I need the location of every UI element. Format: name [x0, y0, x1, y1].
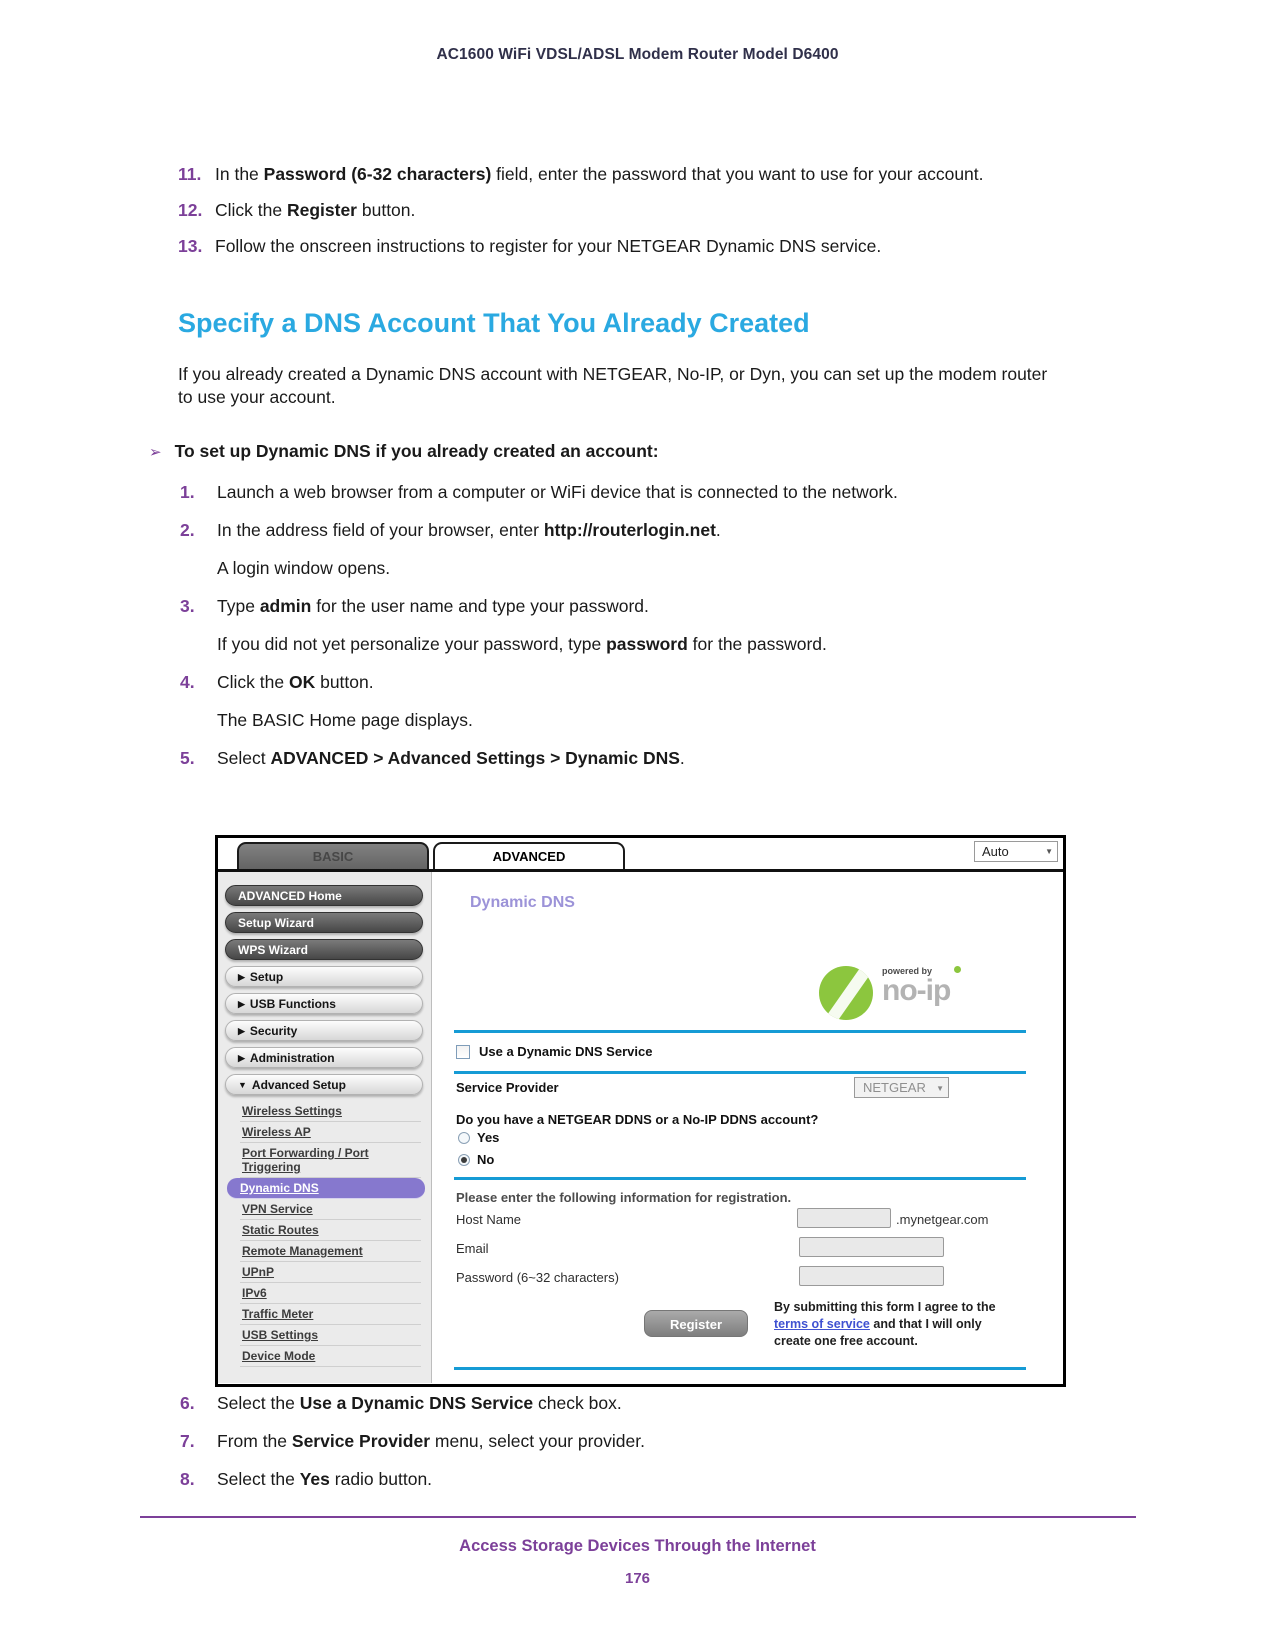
- section-heading: Specify a DNS Account That You Already Created: [178, 308, 810, 338]
- step-line: [217, 1430, 1072, 1453]
- text-segment: for the user name and type your password.: [311, 596, 649, 616]
- register-row: [644, 1299, 1034, 1350]
- field-row: [456, 1208, 1040, 1230]
- no-ip-brand-text: no-ip: [882, 974, 951, 1007]
- text-segment: field, enter the password that you want to use for your account.: [491, 164, 984, 184]
- text-segment: Click the: [217, 672, 289, 692]
- sidebar-button-advanced-home[interactable]: ADVANCED Home: [225, 885, 423, 906]
- chevron-down-icon: ▼: [1045, 847, 1053, 856]
- password-6-32-characters-label: Password (6~32 characters): [456, 1270, 619, 1285]
- sidebar-link-remote-management[interactable]: Remote Management: [240, 1241, 421, 1262]
- steps-1-5: [180, 481, 1072, 785]
- step-number: 1.: [180, 482, 195, 502]
- divider: [454, 1030, 1026, 1033]
- step-number: 3.: [180, 596, 195, 616]
- text-segment: In the address field of your browser, enter: [217, 520, 544, 540]
- text-segment: .: [679, 748, 685, 768]
- step-text: [215, 235, 1070, 258]
- field-row: [456, 1237, 1040, 1259]
- step-line: [217, 1392, 1072, 1415]
- divider: [454, 1071, 1026, 1074]
- step-text: [217, 1392, 1072, 1415]
- use-ddns-checkbox[interactable]: [456, 1045, 470, 1059]
- step-line: [217, 595, 1072, 618]
- text-segment: ADVANCED > Advanced Settings > Dynamic DNS: [270, 748, 680, 768]
- service-provider-select[interactable]: [854, 1077, 949, 1098]
- text-segment: Register: [286, 200, 357, 220]
- text-segment: The BASIC Home page displays.: [217, 710, 473, 730]
- step-number: 11.: [178, 164, 202, 184]
- chevron-right-icon: ▶: [238, 999, 245, 1009]
- sidebar-link-wireless-settings[interactable]: Wireless Settings: [240, 1101, 421, 1122]
- step-line: [217, 747, 1072, 770]
- sidebar-link-wireless-ap[interactable]: Wireless AP: [240, 1122, 421, 1143]
- sidebar-button-setup-wizard[interactable]: Setup Wizard: [225, 912, 423, 933]
- language-select-value: Auto: [982, 844, 1009, 859]
- no-radio[interactable]: [458, 1154, 470, 1166]
- no-ip-logo-icon: [819, 966, 873, 1020]
- step-item: [178, 199, 1070, 222]
- text-segment: Password (6-32 characters): [263, 164, 492, 184]
- step-text: [217, 1430, 1072, 1453]
- email-label: Email: [456, 1241, 489, 1256]
- text-segment: admin: [259, 596, 312, 616]
- procedure-arrow-icon: ➢: [149, 444, 162, 461]
- host-name-suffix: .mynetgear.com: [896, 1212, 989, 1227]
- step-item: [180, 1468, 1072, 1491]
- powered-by-label: powered by: [882, 966, 933, 976]
- text-segment: check box.: [533, 1393, 622, 1413]
- service-provider-value: NETGEAR: [863, 1080, 926, 1095]
- step-item: [180, 747, 1072, 770]
- sidebar-menu-label: Setup: [249, 970, 284, 984]
- step-number: 8.: [180, 1469, 195, 1489]
- host-name-label: Host Name: [456, 1212, 522, 1227]
- sidebar-link-traffic-meter[interactable]: Traffic Meter: [240, 1304, 421, 1325]
- no-ip-logo: [819, 966, 961, 1020]
- step-item: [178, 163, 1070, 186]
- step-text: [215, 163, 1070, 186]
- chevron-right-icon: ▶: [238, 972, 245, 982]
- service-provider-label: Service Provider: [456, 1080, 559, 1095]
- sidebar-link-usb-settings[interactable]: USB Settings: [240, 1325, 421, 1346]
- text-segment: http://routerlogin.net: [543, 520, 716, 540]
- step-line: [217, 481, 1072, 504]
- text-segment: Select the: [217, 1469, 300, 1489]
- text-segment: Follow the onscreen instructions to register for your NETGEAR Dynamic DNS service.: [215, 236, 882, 256]
- steps-6-8: [180, 1392, 1072, 1506]
- text-segment: Use a Dynamic DNS Service: [299, 1393, 534, 1413]
- step-number: 4.: [180, 672, 195, 692]
- text-segment: menu, select your provider.: [430, 1431, 645, 1451]
- page-title: Dynamic DNS: [470, 894, 575, 911]
- radio-row-yes: [458, 1130, 499, 1145]
- radio-row-no: [458, 1152, 494, 1167]
- tab-bar: [218, 838, 1063, 872]
- sidebar-link-vpn-service[interactable]: VPN Service: [240, 1199, 421, 1220]
- terms-of-service-link[interactable]: terms of service: [774, 1317, 870, 1331]
- step-item: [180, 1392, 1072, 1415]
- sidebar-menu-label: USB Functions: [249, 997, 336, 1011]
- footer-page-number: 176: [624, 1570, 651, 1587]
- step-number: 2.: [180, 520, 195, 540]
- procedure-title-row: [149, 441, 659, 462]
- step-text: [217, 595, 1072, 656]
- yes-radio-label: Yes: [477, 1130, 500, 1145]
- step-line: [217, 519, 1072, 542]
- divider: [454, 1367, 1026, 1370]
- sidebar-menu-label: Administration: [249, 1051, 335, 1065]
- text-segment: Launch a web browser from a computer or WiFi device that is connected to the network.: [217, 482, 898, 502]
- sidebar-link-port-forwarding-port-triggering[interactable]: Port Forwarding / Port Triggering: [240, 1143, 421, 1178]
- step-number: 6.: [180, 1393, 195, 1413]
- step-line: [217, 1468, 1072, 1491]
- step-text: [217, 671, 1072, 732]
- text-segment: button.: [357, 200, 416, 220]
- step-text: [215, 199, 1070, 222]
- sidebar-link-upnp[interactable]: UPnP: [240, 1262, 421, 1283]
- step-number: 13.: [178, 236, 203, 256]
- step-number: 5.: [180, 748, 195, 768]
- step-text: [217, 747, 1072, 770]
- router-ui-screenshot: [215, 835, 1066, 1387]
- sidebar-button-wps-wizard[interactable]: WPS Wizard: [225, 939, 423, 960]
- register-button[interactable]: Register: [644, 1310, 748, 1337]
- step-number: 7.: [180, 1431, 195, 1451]
- footer-divider: [140, 1516, 1136, 1518]
- agreement-text: By submitting this form I agree to the terms of service and that I will only create one free account.: [774, 1300, 996, 1348]
- step-item: [180, 595, 1072, 656]
- divider: [454, 1177, 1026, 1180]
- step-text: [217, 1468, 1072, 1491]
- intro-paragraph: If you already created a Dynamic DNS account with NETGEAR, No-IP, or Dyn, you can set up the modem router to use your account.: [178, 364, 1048, 407]
- chevron-right-icon: ▶: [238, 1053, 245, 1063]
- tab-advanced[interactable]: ADVANCED: [433, 842, 625, 869]
- green-dot-icon: [954, 966, 961, 973]
- procedure-title: To set up Dynamic DNS if you already created an account:: [174, 441, 659, 461]
- no-radio-label: No: [477, 1152, 495, 1167]
- steps-11-13: [178, 163, 1070, 271]
- sidebar-link-ipv6[interactable]: IPv6: [240, 1283, 421, 1304]
- field-row: [456, 1266, 1040, 1288]
- password-6-32-characters-input[interactable]: [799, 1266, 944, 1286]
- sidebar-menu-usb-functions[interactable]: [225, 993, 423, 1014]
- sidebar-menus: [218, 966, 431, 1095]
- sidebar-menu-label: Security: [249, 1024, 298, 1038]
- step-sub-line: [217, 709, 1072, 732]
- chevron-down-icon: ▼: [238, 1080, 247, 1090]
- text-segment: for the password.: [687, 634, 827, 654]
- text-segment: password: [606, 634, 688, 654]
- step-text: [217, 519, 1072, 580]
- account-question: Do you have a NETGEAR DDNS or a No-IP DDNS account?: [456, 1112, 819, 1127]
- sidebar-menu-label: Advanced Setup: [251, 1078, 346, 1092]
- text-segment: button.: [315, 672, 374, 692]
- sidebar-link-static-routes[interactable]: Static Routes: [240, 1220, 421, 1241]
- chevron-down-icon: ▼: [936, 1084, 944, 1093]
- step-item: [180, 481, 1072, 504]
- yes-radio[interactable]: [458, 1132, 470, 1144]
- step-line: [215, 163, 1070, 186]
- text-segment: From the: [217, 1431, 292, 1451]
- step-line: [217, 671, 1072, 694]
- doc-header: AC1600 WiFi VDSL/ADSL Modem Router Model D6400: [436, 46, 839, 63]
- tab-basic[interactable]: BASIC: [237, 842, 429, 869]
- registration-note: Please enter the following information for registration.: [456, 1190, 792, 1205]
- step-item: [180, 671, 1072, 732]
- registration-fields: [456, 1208, 1040, 1295]
- use-ddns-label: Use a Dynamic DNS Service: [479, 1044, 653, 1059]
- host-name-input[interactable]: [797, 1208, 891, 1228]
- text-segment: Select the: [217, 1393, 300, 1413]
- text-segment: Select: [217, 748, 271, 768]
- step-line: [215, 199, 1070, 222]
- step-sub-line: [217, 557, 1072, 580]
- use-ddns-row: [456, 1044, 652, 1059]
- sidebar-link-dynamic-dns[interactable]: Dynamic DNS: [227, 1178, 425, 1199]
- sidebar-menu-setup[interactable]: [225, 966, 423, 987]
- text-segment: OK: [288, 672, 316, 692]
- step-text: [217, 481, 1072, 504]
- text-segment: Yes: [299, 1469, 330, 1489]
- step-item: [178, 235, 1070, 258]
- sidebar-links: [240, 1101, 421, 1367]
- footer-chapter-title: Access Storage Devices Through the Internet: [459, 1537, 816, 1555]
- step-sub-line: [217, 633, 1072, 656]
- text-segment: A login window opens.: [217, 558, 391, 578]
- email-input[interactable]: [799, 1237, 944, 1257]
- text-segment: Type: [217, 596, 260, 616]
- text-segment: .: [715, 520, 721, 540]
- text-segment: In the: [215, 164, 264, 184]
- sidebar-link-device-mode[interactable]: Device Mode: [240, 1346, 421, 1367]
- sidebar-dark-buttons: [218, 885, 431, 960]
- step-item: [180, 519, 1072, 580]
- sidebar-menu-advanced-setup[interactable]: [225, 1074, 423, 1095]
- text-segment: Service Provider: [291, 1431, 431, 1451]
- text-segment: If you did not yet personalize your password, type: [217, 634, 607, 654]
- dynamic-dns-panel: [432, 872, 1063, 1383]
- sidebar-menu-security[interactable]: [225, 1020, 423, 1041]
- text-segment: Click the: [215, 200, 287, 220]
- step-line: [215, 235, 1070, 258]
- sidebar: [218, 872, 432, 1383]
- chevron-right-icon: ▶: [238, 1026, 245, 1036]
- step-number: 12.: [178, 200, 203, 220]
- language-select[interactable]: [974, 841, 1058, 862]
- step-item: [180, 1430, 1072, 1453]
- sidebar-menu-administration[interactable]: [225, 1047, 423, 1068]
- text-segment: radio button.: [329, 1469, 433, 1489]
